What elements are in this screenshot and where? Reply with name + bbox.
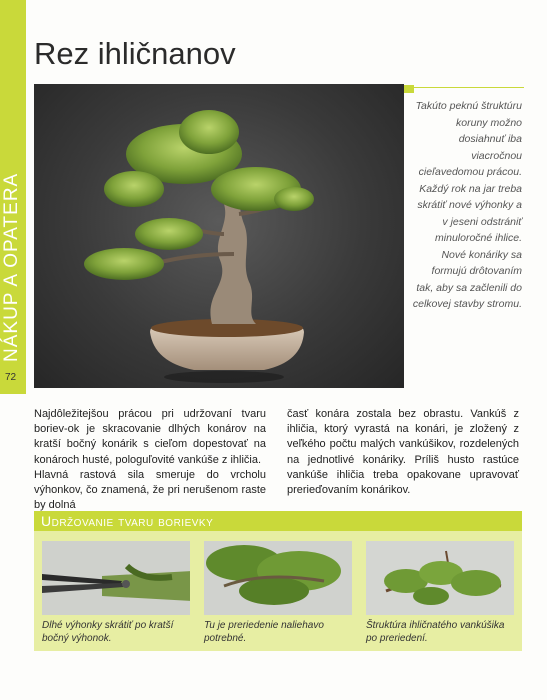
body-paragraph: časť konára zostala bez obrastu. Vankúš z ihličia, ktorý vyrastá na konári, je zložený z veľkého počtu malých vankúšikov, rozdelených na jednotlivé konáriky. Príliš husto rastúce vankúše ihličia treba opakovane upravovať prerieďovaním konárikov. (287, 408, 519, 497)
page-number: 72 (5, 372, 17, 383)
chapter-label: NÁKUP A OPATERA (1, 172, 22, 362)
caption-divider (412, 87, 524, 88)
body-column-right (287, 407, 519, 498)
thumb-caption-1: Dlhé výhonky skrátiť po kratší bočný výhonok. (42, 620, 174, 644)
thumb-photo-cutting (42, 541, 190, 615)
info-box-header (34, 511, 522, 531)
bonsai-illustration (34, 84, 404, 388)
photo-caption: Takúto peknú štruktúru koruny možno dosiahnuť iba viacročnou cieľavedomou prácou. Každý rok na jar treba skrátiť nové výhonky a v jeseni odstrániť minuloročné ihlice. Nové konáriky sa formujú drôtovaním tak, aby sa začlenili do celkovej stavby stromu. (412, 100, 522, 310)
page-title: Rez ihličnanov (34, 36, 236, 71)
chapter-side-bar (0, 0, 26, 394)
thumb-photo-dense (204, 541, 352, 615)
thumb-caption-2: Tu je preriedenie naliehavo potrebné. (204, 620, 324, 644)
info-box-title: Udržovanie tvaru borievky (41, 513, 214, 529)
body-paragraph: Najdôležitejšou prácou pri udržovaní tvaru boriev-ok je skracovanie dlhých konárov na kratší bočný konárik s cieľom dopestovať na konároch husté, pologuľovité vankúše z ihličia. (34, 408, 266, 466)
body-column-left (34, 407, 266, 513)
thumb-caption-3: Štruktúra ihličnatého vankúšika po preriedení. (366, 620, 505, 644)
bonsai-photo (34, 84, 404, 388)
info-box (34, 511, 522, 651)
thumb-photo-thinned (366, 541, 514, 615)
body-paragraph: Hlavná rastová sila smeruje do vrcholu výhonkov, čo znamená, že pri nerušenom raste by dolná (34, 468, 266, 512)
